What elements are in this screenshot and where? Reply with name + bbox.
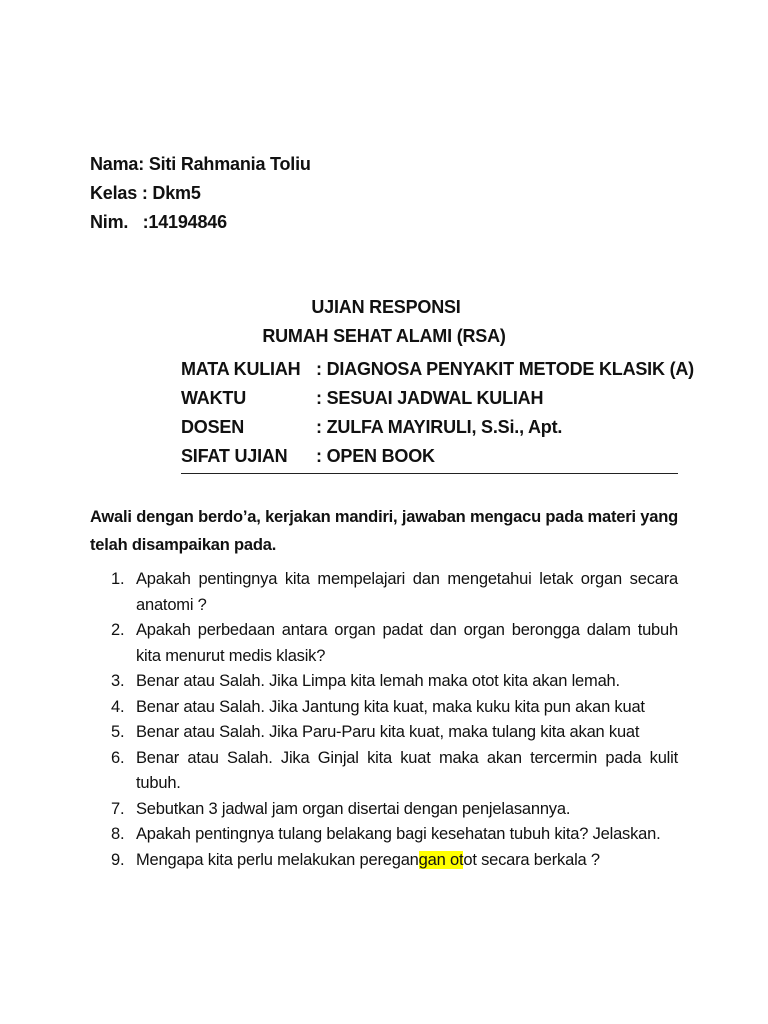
- exam-subtitle: RUMAH SEHAT ALAMI (RSA): [262, 326, 506, 346]
- question-list: [90, 567, 678, 873]
- question-item: [90, 695, 678, 721]
- question-number: 7.: [111, 799, 125, 818]
- question-text: Sebutkan 3 jadwal jam organ disertai dengan penjelasannya.: [136, 799, 571, 818]
- question-number: 8.: [111, 825, 125, 843]
- question-text-part: ot secara berkala ?: [463, 850, 600, 869]
- question-item: [90, 822, 678, 848]
- question-text: Apakah pentingnya tulang belakang bagi kesehatan tubuh kita? Jelaskan.: [136, 825, 661, 843]
- exam-instruction: Awali dengan berdo’a, kerjakan mandiri, jawaban mengacu pada materi yang telah disampaikan pada.: [90, 508, 678, 554]
- question-item: [90, 720, 678, 746]
- question-number: 5.: [111, 723, 125, 741]
- question-item: [90, 746, 678, 797]
- info-row-waktu: [181, 384, 678, 413]
- question-text: [136, 851, 600, 869]
- student-class: Kelas : Dkm5: [90, 183, 201, 203]
- question-number: 4.: [111, 697, 125, 716]
- info-row-mata-kuliah: [181, 355, 694, 384]
- highlighted-text: gan ot: [418, 850, 464, 869]
- question-number: 9.: [111, 850, 125, 869]
- question-text-part: Mengapa kita perlu melakukan peregan: [136, 850, 419, 869]
- question-text: Apakah perbedaan antara organ padat dan organ berongga dalam tubuh kita menurut medis klasik?: [136, 621, 678, 665]
- question-text: Apakah pentingnya kita mempelajari dan mengetahui letak organ secara anatomi ?: [136, 570, 678, 614]
- info-value: : SESUAI JADWAL KULIAH: [316, 388, 544, 408]
- question-number: 1.: [111, 570, 125, 588]
- question-text: Benar atau Salah. Jika Ginjal kita kuat maka akan tercermin pada kulit tubuh.: [136, 748, 678, 792]
- student-nim: Nim. :14194846: [90, 212, 227, 232]
- exam-title: UJIAN RESPONSI: [311, 297, 461, 317]
- question-number: 6.: [111, 748, 125, 767]
- info-row-sifat-ujian: [181, 442, 678, 471]
- question-text: Benar atau Salah. Jika Jantung kita kuat, maka kuku kita pun akan kuat: [136, 697, 645, 716]
- question-item: [90, 567, 678, 618]
- question-number: 3.: [111, 672, 125, 690]
- info-label: DOSEN: [181, 417, 245, 437]
- exam-info-table: [181, 355, 694, 474]
- question-item: [90, 618, 678, 669]
- question-item: [90, 669, 678, 695]
- student-identity: [90, 150, 311, 237]
- question-number: 2.: [111, 621, 125, 639]
- info-label: SIFAT UJIAN: [181, 446, 288, 466]
- question-item: [90, 848, 678, 874]
- info-value: : ZULFA MAYIRULI, S.Si., Apt.: [316, 417, 563, 437]
- info-label: MATA KULIAH: [181, 359, 301, 379]
- info-row-dosen: [181, 413, 678, 442]
- info-label: WAKTU: [181, 388, 246, 408]
- info-value: : OPEN BOOK: [316, 446, 435, 466]
- question-item: [90, 797, 678, 823]
- info-value: : DIAGNOSA PENYAKIT METODE KLASIK (A): [316, 359, 694, 379]
- student-name: Nama: Siti Rahmania Toliu: [90, 154, 311, 174]
- question-text: Benar atau Salah. Jika Limpa kita lemah maka otot kita akan lemah.: [136, 672, 620, 690]
- question-text: Benar atau Salah. Jika Paru-Paru kita kuat, maka tulang kita akan kuat: [136, 723, 640, 741]
